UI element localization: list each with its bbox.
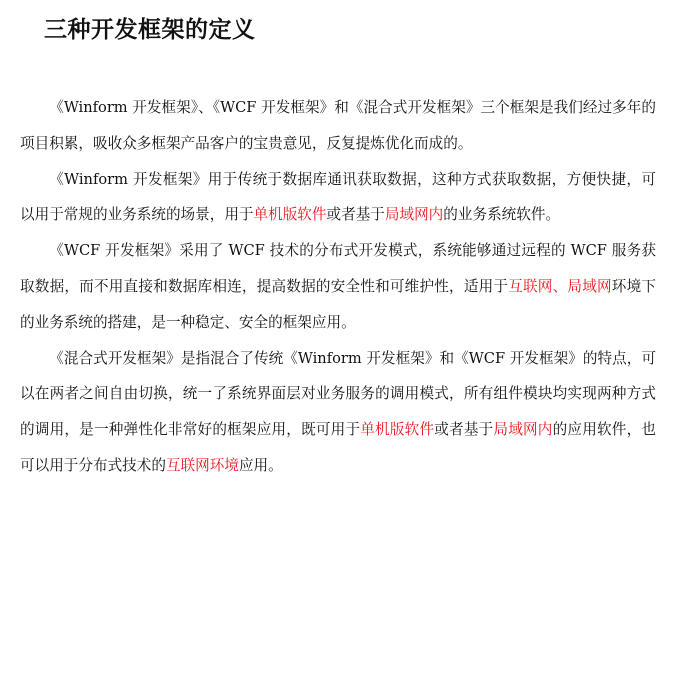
- highlighted-text: 互联网环境: [165, 456, 239, 474]
- paragraph-text: 环境下的业务系统的搭建，是一种稳定、安全的框架应用。: [20, 277, 656, 331]
- paragraph-text: 《WCF 开发框架》采用了 WCF 技术的分布式开发模式，系统能够通过远程的 WCF 服务获取数据，而不用直接和数据库相连，提高数据的安全性和可维护性，适用于: [20, 242, 656, 295]
- paragraph-text: 应用。: [238, 456, 283, 474]
- paragraph-text: 或者基于: [326, 206, 385, 224]
- paragraph-text: 《混合式开发框架》是指混合了传统《Winform 开发框架》和《WCF 开发框架》的特点，可以在两者之间自由切换，统一了系统界面层对业务服务的调用模式，所有组件模块均实现两种方式的调用，是一种弹性化非常好的框架应用，既可用于: [20, 349, 656, 439]
- paragraph: [20, 90, 656, 162]
- paragraph: [20, 162, 656, 234]
- paragraph: [20, 233, 656, 340]
- paragraph-text: 的应用软件，也可以用于分布式技术的: [20, 421, 656, 474]
- highlighted-text: 局域网内: [384, 206, 444, 224]
- paragraph-text: 或者基于: [434, 421, 494, 439]
- paragraph-text: 《Winform 开发框架》、《WCF 开发框架》和《混合式开发框架》三个框架是我们经过多年的项目积累，吸收众多框架产品客户的宝贵意见，反复提炼优化而成的。: [20, 99, 656, 152]
- highlighted-text: 单机版软件: [360, 421, 435, 439]
- highlighted-text: 互联网、局域网: [508, 277, 612, 295]
- paragraph: [20, 341, 656, 484]
- highlighted-text: 局域网内: [493, 421, 553, 439]
- document-body: [20, 90, 656, 484]
- paragraph-text: 的业务系统软件。: [443, 206, 561, 224]
- page-title: 三种开发框架的定义: [44, 17, 256, 43]
- highlighted-text: 单机版软件: [253, 206, 327, 224]
- paragraph-text: 《Winform 开发框架》用于传统于数据库通讯获取数据，这种方式获取数据，方便快捷，可以用于常规的业务系统的场景，用于: [20, 170, 656, 224]
